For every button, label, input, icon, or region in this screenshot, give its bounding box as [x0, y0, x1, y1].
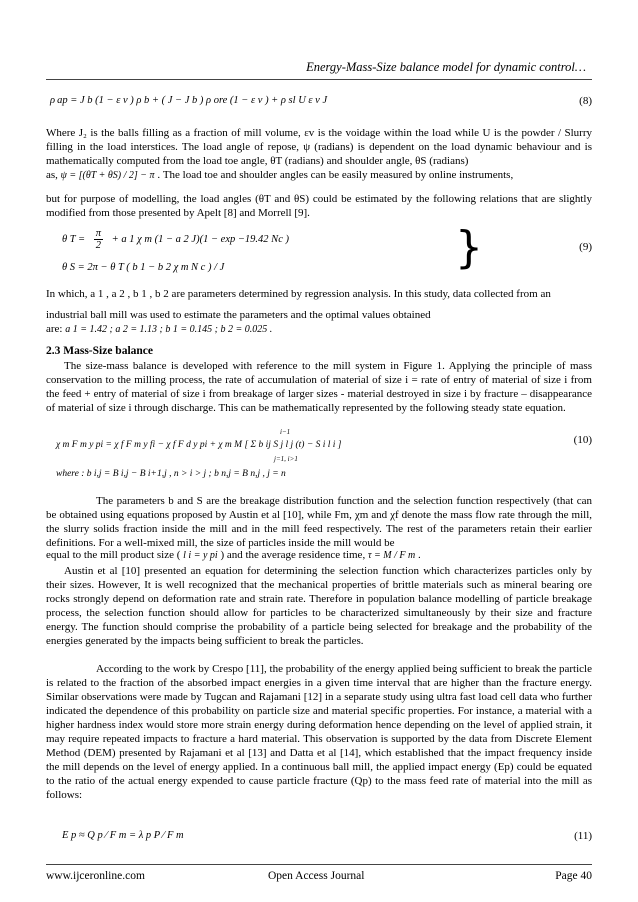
- eq10-sum-top: i−1: [280, 428, 291, 436]
- paragraph-7: According to the work by Crespo [11], the probability of the energy applied being sufficient to break the particle is related to the fraction of the absorbed impact energies in a given time interval that are higher than the fracture energy. Similar observations were made by Tugcan and Rajamani [12] in a separate study using ultra fast load cell data who further indicated the dependence of this probability on particle size and material specific properties. For instance, a material with a higher hardness index would store more strain energy during deformation hence depending on the level of applied strain, it may require repeated impacts to fracture a hard material. This observation is supported by the data from Discrete Element Method (DEM) presented by Rajamani et al [13] and Datta et al [14], which established that the impact frequency inside the mill depends on the level of energy applied. In a continuous ball mill, the applied impact energy (Ep) could be equated to the ratio of the actual energy expended to cause particle fracture (Qp) to the mass feed rate of material into the mill as follows:: [46, 663, 592, 801]
- footer-journal: Open Access Journal: [268, 870, 365, 882]
- equation-9-number: (9): [579, 241, 592, 253]
- paragraph-5a: The parameters b and S are the breakage distribution function and the selection function respectively (that can be obtained using equations proposed by Austin et al [10], while Fm, χm and χf denote the mass flow rate through the mill, the slurry solids fraction inside the mill and in the mill feed respectively. The rest of the parameters retain their earlier definitions. For a well-mixed mill, the size of particles inside the mill would be: [46, 495, 592, 549]
- section-heading: 2.3 Mass-Size balance: [46, 345, 154, 357]
- eq9-frac-den: 2: [95, 240, 102, 251]
- parameter-values: a 1 = 1.42 ; a 2 = 1.13 ; b 1 = 0.145 ; b 2 = 0.025 .: [65, 324, 273, 335]
- footer-rule: [46, 864, 592, 865]
- equation-10-line1: χ m F m y pi = χ f F m y fi − χ f F d y pi + χ m M [ Σ b ij S j l j (t) − S i l i ]: [56, 440, 342, 450]
- paragraph-2: but for purpose of modelling, the load angles (θT and θS) could be estimated by the following relations that are slightly modified from those presented by Apelt [8] and Morrell [9].: [46, 193, 592, 219]
- paragraph-1-psi: [46, 168, 592, 183]
- equation-9-line2: θ S = 2π − θ T ( b 1 − b 2 χ m N c ) / J: [62, 262, 225, 273]
- paragraph-3c: [46, 322, 592, 337]
- running-header: Energy-Mass-Size balance model for dynamic control…: [306, 60, 586, 74]
- eq10-sum-bottom: j=1, i>1: [274, 455, 298, 463]
- equation-8: ρ ap = J b (1 − ε v ) ρ b + ( J − J b ) ρ ore (1 − ε v ) + ρ sl U ε v J: [50, 95, 328, 106]
- paragraph-3a: In which, a 1 , a 2 , b 1 , b 2 are parameters determined by regression analysis. In this study, data collected from an: [46, 288, 551, 300]
- equation-10-line2: where : b i,j = B i,j − B i+1,j , n > i > j ; b n,j = B n,j , j = n: [56, 469, 286, 479]
- footer-website: www.ijceronline.com: [46, 870, 145, 882]
- equation-11: E p ≈ Q p ⁄ F m = λ p P ⁄ F m: [62, 830, 184, 841]
- eq9-brace: }: [455, 222, 483, 273]
- paragraph-5b: [46, 548, 592, 563]
- paragraph-3b: industrial ball mill was used to estimate the parameters and the optimal values obtained: [46, 309, 431, 321]
- para3c-prefix: are:: [46, 323, 63, 335]
- eq9-line1-rest: + a 1 χ m (1 − a 2 J)(1 − exp −19.42 Nc ): [111, 233, 289, 245]
- product-size-eq: l i = y pi: [183, 550, 218, 561]
- para5b-mid: ) and the average residence time,: [220, 549, 366, 561]
- paragraph-6: Austin et al [10] presented an equation for determining the selection function which characterizes particles only by their sizes. However, It is well recognized that the mechanical properties of brittle materials such as mineral bearing ore rocks strongly depend on deformation rate and strain rate. Therefore in population balance modelling of particle breakage process, the selection function should allow for particles to be characterized simultaneously by their size and fracture energy. The function should comprise the probability of a particle being selected for breakage and the probability of the energies generated by the impacts being sufficient to break the particles.: [46, 565, 592, 647]
- para1b-suffix: . The load toe and shoulder angles can be easily measured by online instruments,: [157, 169, 514, 181]
- psi-equation: ψ = [(θT + θS) / 2] − π: [60, 170, 155, 181]
- equation-8-number: (8): [579, 95, 592, 107]
- equation-9-line1: [62, 228, 604, 251]
- residence-time-eq: τ = M / F m: [367, 550, 416, 561]
- equation-11-number: (11): [574, 830, 592, 842]
- equation-10-number: (10): [573, 434, 592, 446]
- eq9-frac-num: π: [95, 228, 102, 239]
- paragraph-4: The size-mass balance is developed with reference to the mill system in Figure 1. Applying the principle of mass conservation to the milling process, the rate of accumulation of material of size i = rate of entry of material of size i from the feed + entry of material of size i from breakage of larger sizes - material destroyed in size i by fracture – disappearance of material of size i through discharge. This can be mathematically represented by the following steady state equation.: [46, 360, 592, 414]
- para1b-prefix: as,: [46, 169, 58, 181]
- eq9-fraction: [94, 228, 103, 251]
- para5b-prefix: equal to the mill product size (: [46, 549, 181, 561]
- eq9-theta-t: θ T =: [62, 233, 86, 245]
- paragraph-1: Where J₂ is the balls filling as a fraction of mill volume, εv is the voidage within the load while U is the powder / Slurry filling in the load interstices. The load angle of repose, ψ (radians) is dependent on the load dynamic behaviour and is mathematically computed from the load toe angle, θT (radians) and shoulder angle, θS (radians): [46, 127, 592, 167]
- para5b-suffix: .: [417, 549, 421, 561]
- footer-page-number: Page 40: [555, 870, 592, 882]
- header-rule: [46, 79, 592, 80]
